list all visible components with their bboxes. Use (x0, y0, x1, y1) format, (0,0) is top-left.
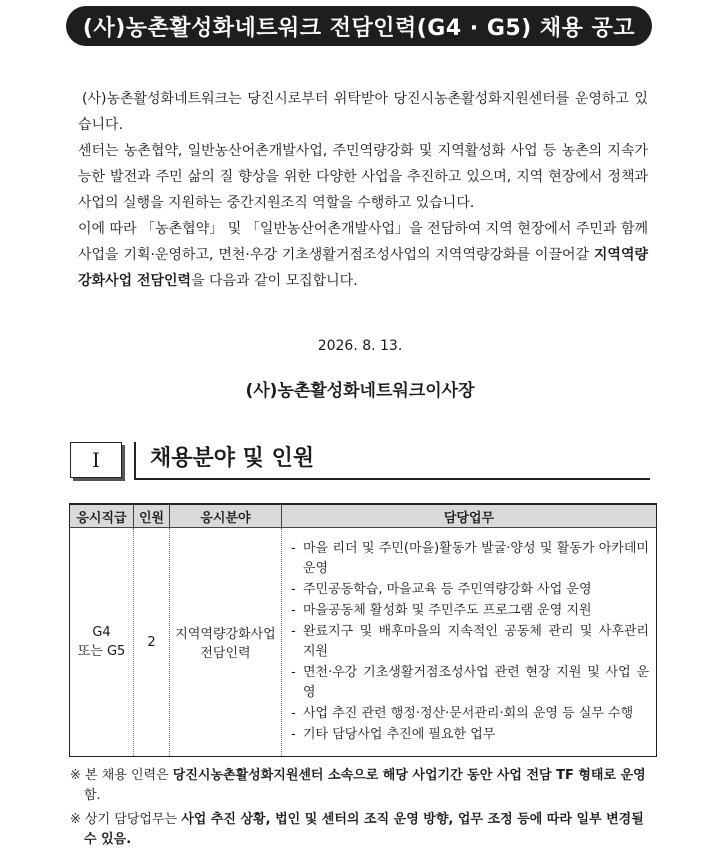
duties-list (283, 539, 655, 745)
page-title: (사)농촌활성화네트워크 전담인력(G4 · G5) 채용 공고 (82, 15, 636, 41)
note-1 (70, 766, 652, 806)
field-line-2: 전담인력 (200, 646, 251, 661)
duty-item: - 사업 추진 관련 행정·정산·문서관리·회의 운영 등 실무 수행 (289, 704, 649, 724)
intro-paragraph-3 (78, 216, 648, 294)
issuing-organization: (사)농촌활성화네트워크이사장 (245, 381, 475, 401)
intro-paragraph-2: 센터는 농촌협약, 일반농산어촌개발사업, 주민역량강화 및 지역활성화 사업 등 농촌의 지속가능한 발전과 주민 삶의 질 향상을 위한 다양한 사업을 추진하고 있으며, 지역 현장에서 정책과 사업의 실행을 지원하는 중간지원조직 역할을 수행하고 있습니다. (78, 143, 648, 211)
note-2-emphasis: 사업 추진 상황, 법인 및 센터의 조직 운영 방향, 업무 조정 등에 따라 일부 변경될 수 있음. (84, 812, 644, 847)
duty-item: - 마을공동체 활성화 및 주민주도 프로그램 운영 지원 (289, 601, 649, 621)
intro-paragraph-3-text: 이에 따라 「농촌협약」 및 「일반농산어촌개발사업」을 전담하여 지역 현장에서 주민과 함께 사업을 기획·운영하고, 면천·우강 기초생활거점조성사업의 지역역량강화를 이끌어갈 (78, 221, 648, 263)
note-2-text: 상기 담당업무는 (85, 812, 182, 827)
announcement-date: 2026. 8. 13. (317, 338, 403, 354)
intro-emphasis: 지역역량강화사업 전담인력 (78, 247, 648, 289)
section-header (70, 442, 650, 480)
duty-item: - 마을 리더 및 주민(마을)활동가 발굴·양성 및 활동가 아카데미 운영 (289, 539, 649, 579)
cell-count: 2 (134, 528, 170, 757)
header-field: 응시분야 (170, 504, 282, 528)
duty-item: - 주민공동학습, 마을교육 등 주민역량강화 사업 운영 (289, 580, 649, 600)
note-2-mark: ※ (70, 812, 81, 827)
notes-section (70, 766, 652, 854)
note-1-text: 본 채용 인력은 (85, 768, 173, 783)
header-grade: 응시직급 (70, 504, 134, 528)
grade-line-1: G4 (92, 625, 111, 640)
grade-line-2: 또는 G5 (77, 644, 126, 659)
duty-item: - 기타 담당사업 추진에 필요한 업무 (289, 725, 649, 745)
header-count: 인원 (134, 504, 170, 528)
intro-paragraph-1: (사)농촌활성화네트워크는 당진시로부터 위탁받아 당진시농촌활성화지원센터를 운영하고 있습니다. (78, 91, 648, 133)
duty-item: - 면천·우강 기초생활거점조성사업 관련 현장 지원 및 사업 운영 (289, 663, 649, 703)
note-1-end: 함. (84, 788, 101, 803)
note-1-mark: ※ (70, 768, 81, 783)
note-1-emphasis: 당진시농촌활성화지원센터 소속으로 해당 사업기간 동안 사업 전담 TF 형태로 운영 (172, 768, 646, 783)
header-duties: 담당업무 (282, 504, 657, 528)
cell-field (170, 528, 282, 757)
note-2 (70, 810, 652, 850)
table-header-row (70, 504, 657, 528)
section-underline (134, 478, 650, 480)
intro-paragraph-3-end: 을 다음과 같이 모집합니다. (191, 273, 358, 289)
section-number: Ⅰ (70, 442, 122, 478)
field-line-1: 지역역량강화사업 (175, 627, 276, 642)
intro-section (78, 86, 648, 294)
section-heading: 채용분야 및 인원 (134, 442, 314, 478)
table-row (70, 528, 657, 757)
recruitment-table (69, 503, 657, 757)
duty-item: - 완료지구 및 배후마을의 지속적인 공동체 관리 및 사후관리 지원 (289, 622, 649, 662)
cell-duties (282, 528, 657, 757)
title-banner (66, 6, 652, 46)
cell-grade (70, 528, 134, 757)
